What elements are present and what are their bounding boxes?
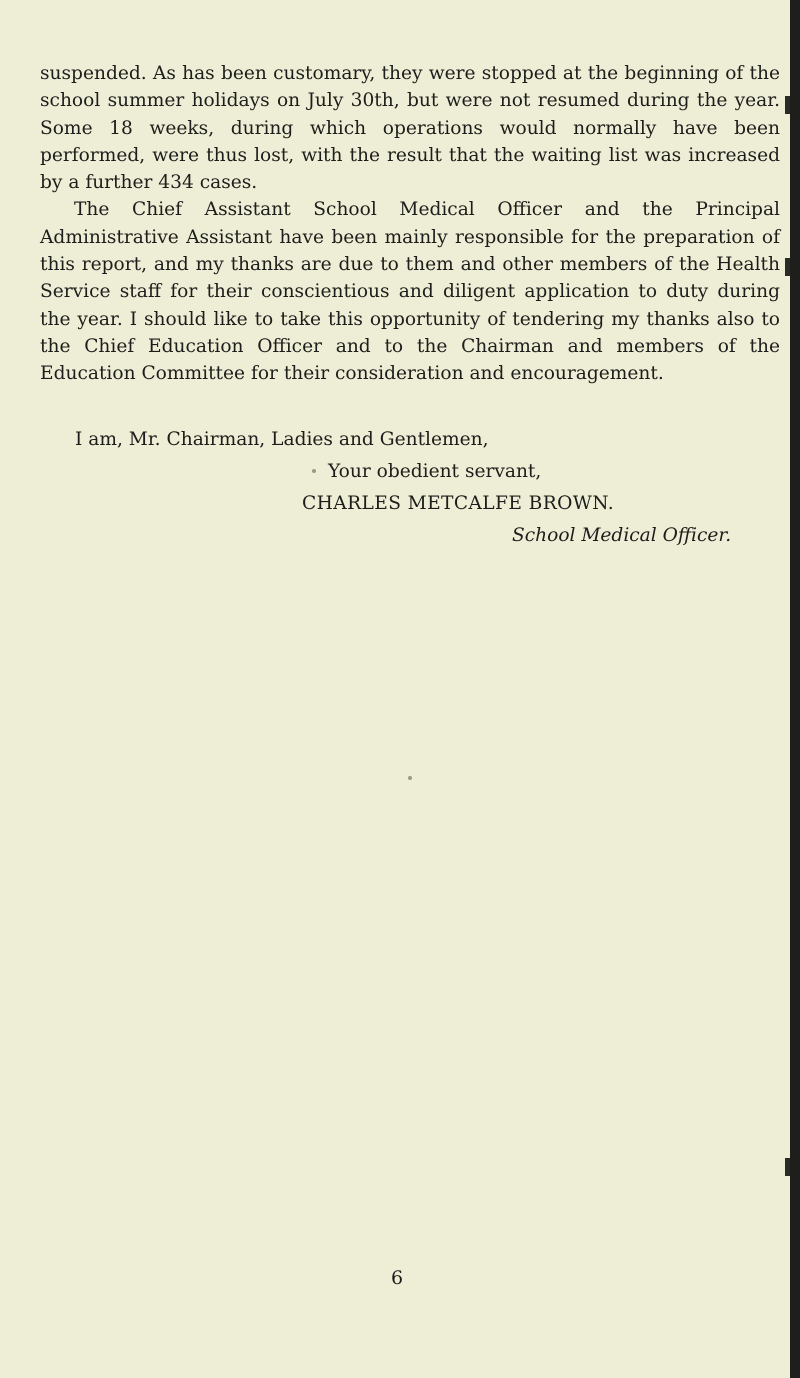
signatory-title: School Medical Officer. [512, 525, 732, 546]
signatory-name: CHARLES METCALFE BROWN. [302, 493, 615, 514]
edge-notch [785, 1158, 790, 1176]
page-number: 6 [391, 1267, 404, 1289]
paragraph-continuation: suspended. As has been customary, they were stopped at the beginning of the school summer holidays on July 30th, but were not resumed during the year. Some 18 weeks, during which operations would normally have been performed, were thus lost, with the result that the waiting list was increased by a further 434 cases. [40, 63, 780, 194]
edge-notch [785, 258, 790, 276]
paragraph-acknowledgements: The Chief Assistant School Medical Officer and the Principal Administrative Assistant have been mainly responsible for the preparation of this report, and my thanks are due to them and other members of the Health Service staff for their conscientious and diligent application to duty during the year. I should like to take this opportunity of tendering my thanks also to the Chief Education Officer and to the Chairman and members of the Education Committee for their consideration and encouragement. [40, 199, 780, 385]
valediction-line: Your obedient servant, [328, 461, 542, 482]
salutation-line: I am, Mr. Chairman, Ladies and Gentlemen, [75, 429, 489, 450]
paper-speck [312, 469, 316, 473]
edge-notch [785, 96, 790, 114]
body-text [40, 60, 780, 388]
paper-speck [408, 776, 412, 780]
page-edge-shadow [790, 0, 800, 1378]
